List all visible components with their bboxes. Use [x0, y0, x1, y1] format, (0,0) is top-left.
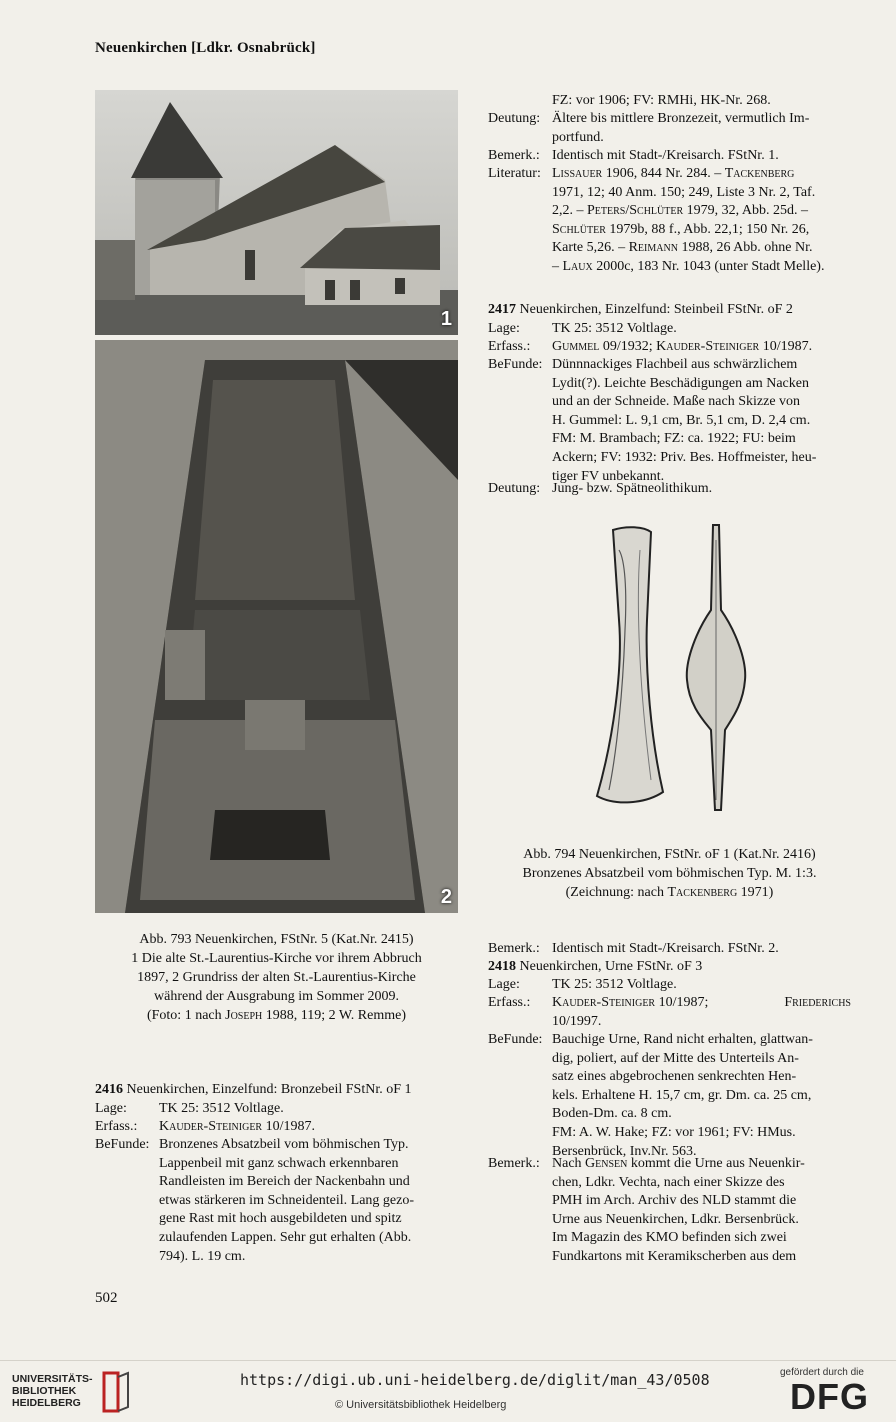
excavation-photo	[95, 340, 458, 913]
copyright-notice: © Universitätsbibliothek Heidelberg	[335, 1399, 507, 1411]
logo-line: BIBLIOTHEK	[12, 1385, 77, 1397]
caption-line: 1 Die alte St.-Laurentius-Kirche vor ihrem Abbruch	[131, 951, 422, 966]
logo-line: UNIVERSITÄTS-	[12, 1373, 93, 1385]
caption-line: 1897, 2 Grundriss der alten St.-Laurentius-Kirche	[137, 970, 416, 985]
caption-line: während der Ausgrabung im Sommer 2009.	[154, 989, 399, 1004]
page-number: 502	[95, 1290, 118, 1306]
figure-794-caption: Abb. 794 Neuenkirchen, FStNr. oF 1 (Kat.Nr. 2416) Bronzenes Absatzbeil vom böhmischen Typ. M. 1:3. (Zeichnung: nach Tackenberg 1971)	[522, 847, 817, 900]
bronze-axe-drawing	[585, 520, 765, 825]
logo-line: HEIDELBERG	[12, 1397, 81, 1409]
entry-2417-heading: 2417 Neuenkirchen, Einzelfund: Steinbeil FStNr. oF 2	[488, 302, 793, 317]
axe-illustration	[585, 520, 765, 825]
excavation-illustration	[95, 340, 458, 913]
entry-2418-heading: 2418 Neuenkirchen, Urne FStNr. oF 3	[488, 959, 703, 974]
photo-number-2: 2	[440, 886, 452, 908]
library-emblem-icon	[102, 1371, 130, 1413]
viewer-footer	[0, 1360, 896, 1422]
library-logo[interactable]	[12, 1371, 152, 1415]
church-photo	[95, 90, 458, 335]
entry-2416-heading: 2416 Neuenkirchen, Einzelfund: Bronzebeil FStNr. oF 1	[95, 1082, 412, 1097]
figure-793-caption	[95, 930, 458, 1025]
photo-number-1: 1	[440, 308, 452, 330]
funded-by-label: gefördert durch die	[780, 1367, 864, 1378]
permalink-url[interactable]: https://digi.ub.uni-heidelberg.de/diglit/man_43/0508	[240, 1371, 710, 1389]
caption-line: (Foto: 1 nach Joseph 1988, 119; 2 W. Remme)	[146, 1008, 407, 1023]
church-illustration	[95, 90, 458, 335]
dfg-logo[interactable]: DFG	[790, 1376, 869, 1417]
running-header: Neuenkirchen [Ldkr. Osnabrück]	[95, 40, 316, 56]
caption-line: Abb. 793 Neuenkirchen, FStNr. 5 (Kat.Nr. 2415)	[139, 932, 414, 947]
